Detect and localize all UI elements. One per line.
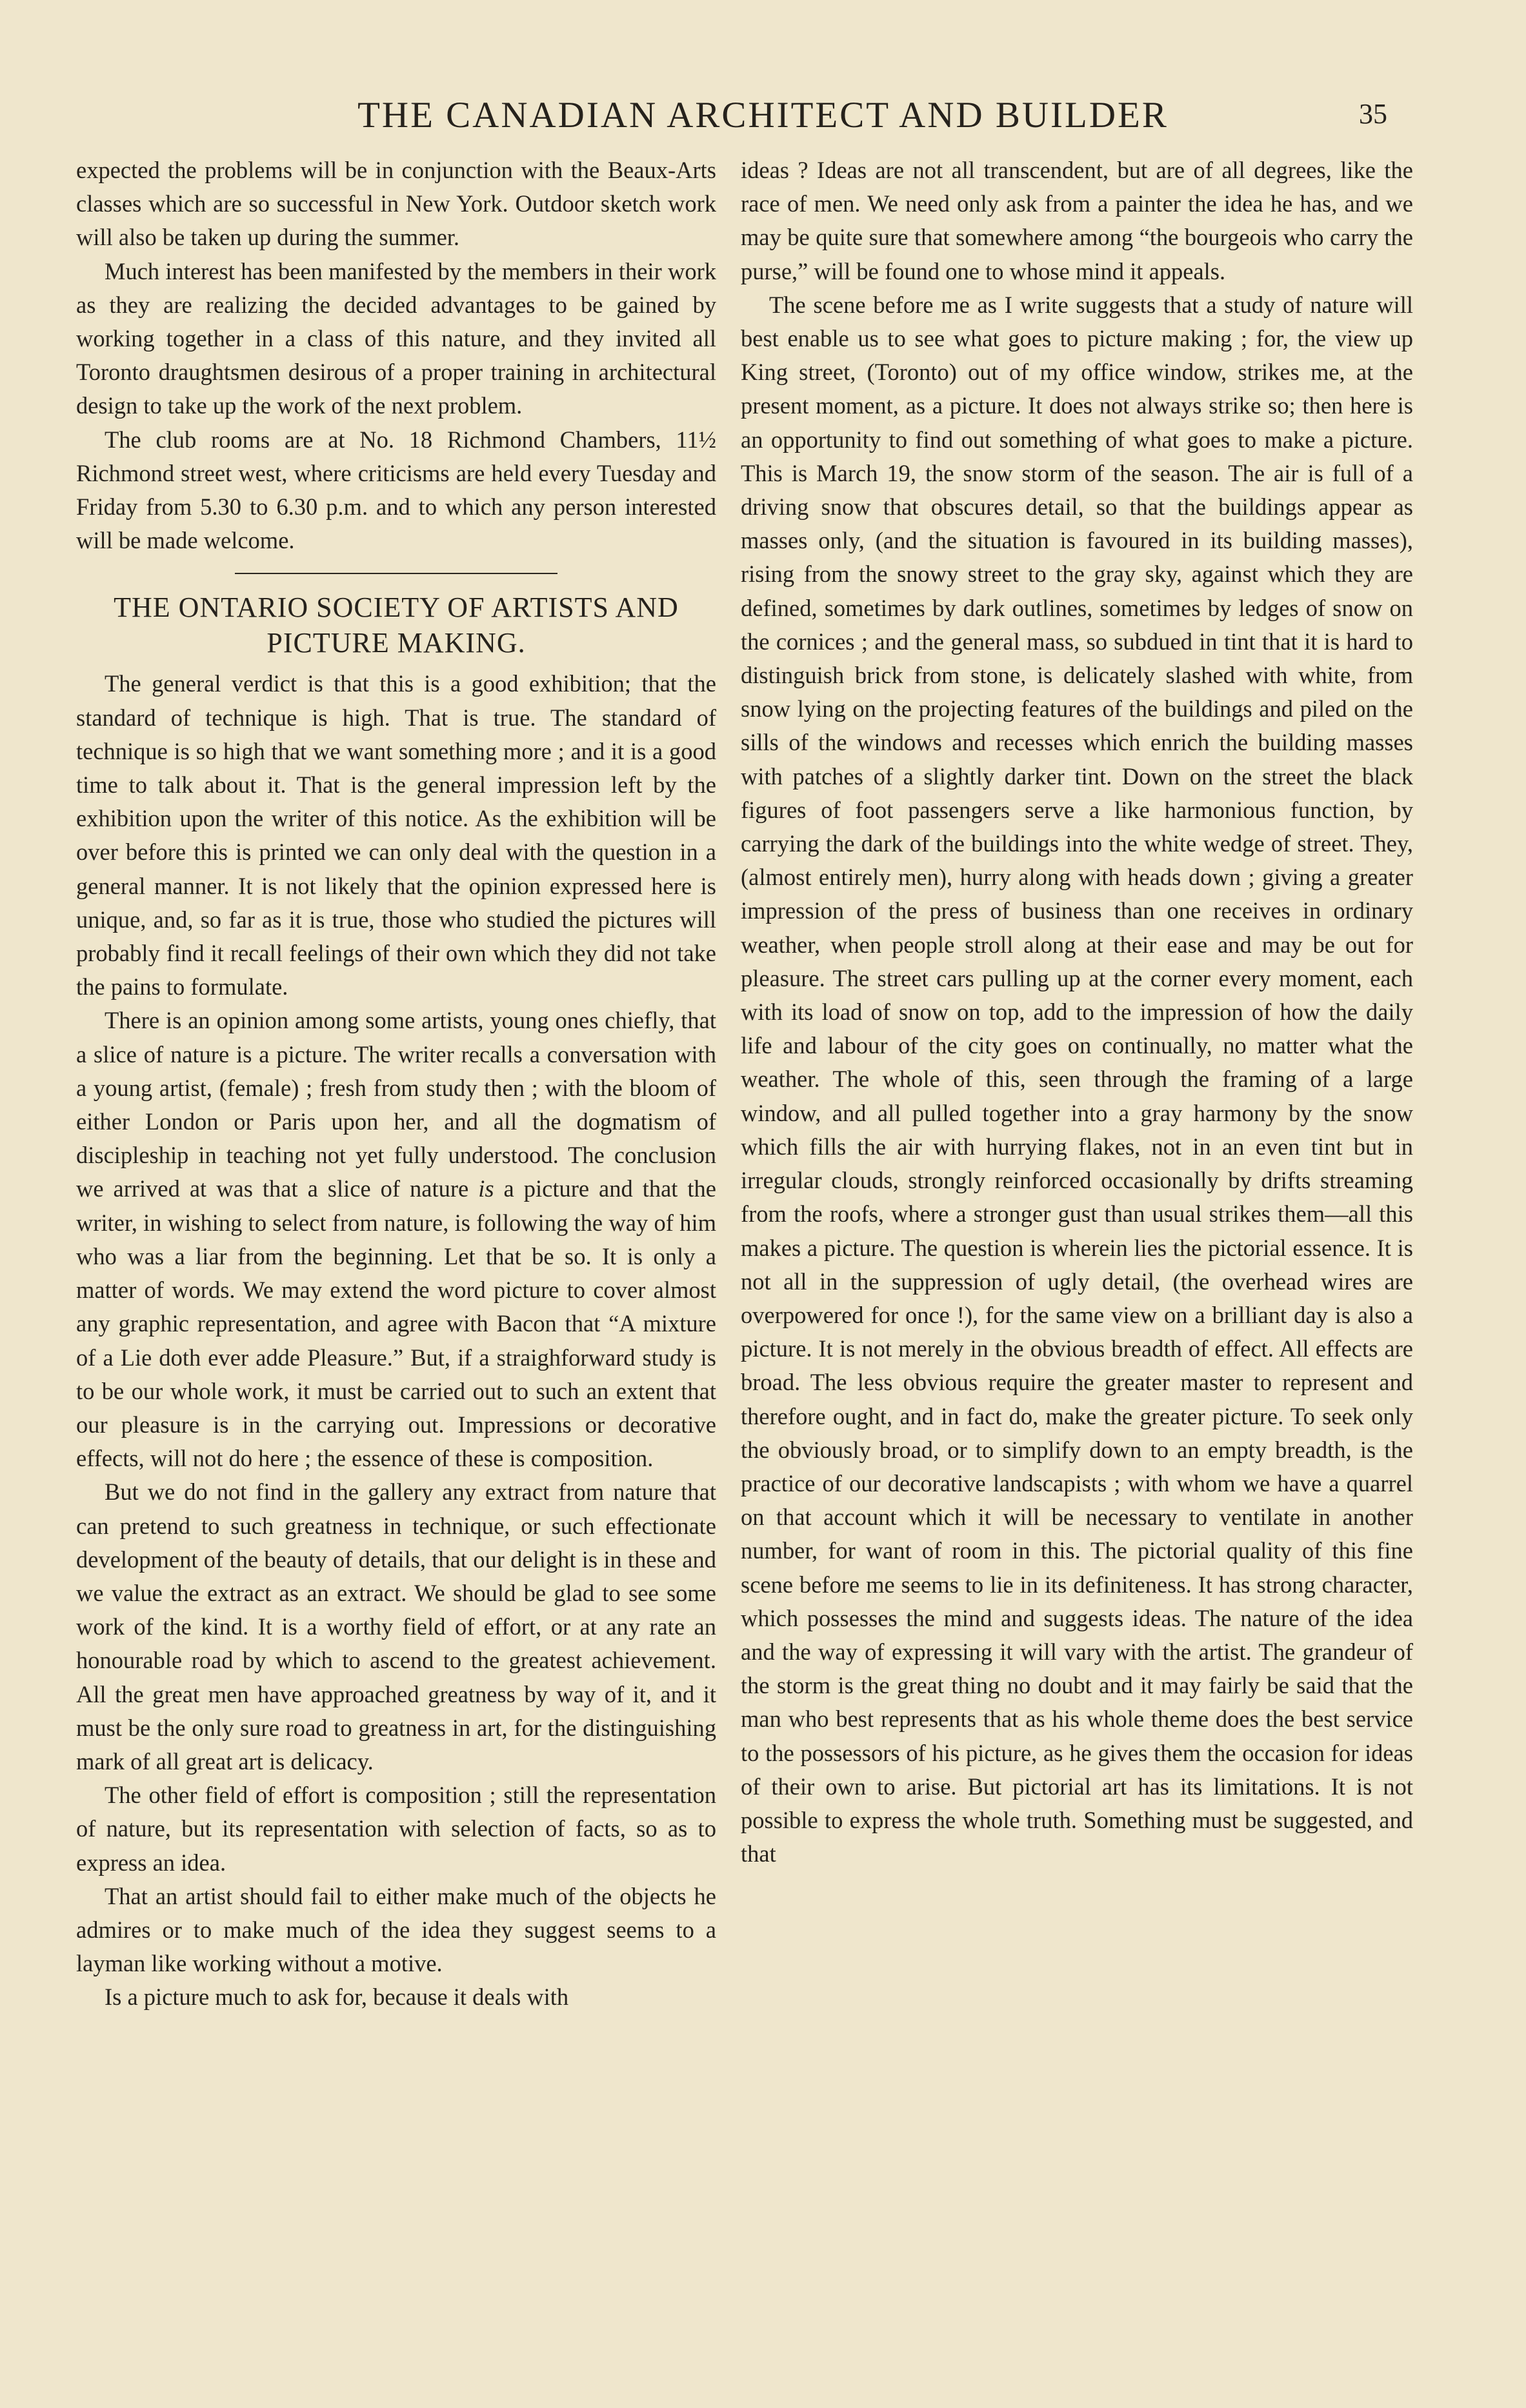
right-paragraph-1: ideas ? Ideas are not all transcendent, but are of all degrees, like the race of men. We need only ask from a painter the idea he has, and we may be quite sure that somewhere among “the bourgeois who carry the purse,” will be found one to whose mind it appeals. <box>741 157 1413 284</box>
article-heading-line-2: PICTURE MAKING. <box>266 627 526 659</box>
intro-paragraph-1: expected the problems will be in conjunction with the Beaux-Arts classes which are so successful in New York. Outdoor sketch work will also be taken up during the summer. <box>76 157 716 251</box>
intro-paragraph-2: Much interest has been manifested by the members in their work as they are realizing the decided advantages to be gained by working together in a class of this nature, and they invited all Toronto draughtsmen desirous of a proper training in architectural design to take up the work of the next problem. <box>76 257 716 419</box>
article-paragraph-5: That an artist should fail to either make much of the objects he admires or to make much of the idea they suggest seems to a layman like working without a motive. <box>76 1882 716 1977</box>
article-heading-line-1: THE ONTARIO SOCIETY OF ARTISTS AND <box>114 592 679 624</box>
right-column <box>741 154 1413 1871</box>
article-heading <box>76 590 716 661</box>
article-paragraph-2-emphasis: is <box>478 1175 494 1202</box>
right-paragraph-2: The scene before me as I write suggests that a study of nature will best enable us to see what goes to picture making ; for, the view up King street, (Toronto) out of my office window, strikes me, at the present moment, as a picture. It does not always strike so; then here is an opportunity to find out something of what goes to make a picture. This is March 19, the snow storm of the season. The air is full of a driving snow that obscures detail, so that the buildings appear as masses only, (and the situation is favoured in its building masses), rising from the snowy street to the gray sky, against which they are defined, sometimes by dark outlines, sometimes by ledges of snow on the cornices ; and the general mass, so subdued in tint that it is hard to distinguish brick from stone, is delicately slashed with white, from snow lying on the projecting features of the buildings and piled on the sills of the windows and recesses which enrich the building masses with patches of a slightly darker tint. Down on the street the black figures of foot passengers serve a like harmonious function, by carrying the dark of the buildings into the white wedge of street. They, (almost entirely men), hurry along with heads down ; giving a greater impression of the press of business than one receives in ordinary weather, when people stroll along at their ease and may be out for pleasure. The street cars pulling up at the corner every moment, each with its load of snow on top, add to the impression of how the daily life and labour of the city goes on continually, no matter what the weather. The whole of this, seen through the framing of a large window, and all pulled together into a gray harmony by the snow which fills the air with hurrying flakes, not in an even tint but in irregular clouds, strongly reinforced occasionally by drifts streaming from the roofs, where a stronger gust than usual strikes them—all this makes a picture. The question is wherein lies the pictorial essence. It is not all in the suppression of ugly detail, (the overhead wires are overpowered for once !), for the same view on a brilliant day is also a picture. It is not merely in the obvious breadth of effect. All effects are broad. The less obvious require the greater master to represent and therefore ought, and in fact do, make the greater picture. To seek only the obviously broad, or to simplify down to an empty breadth, is the practice of our decorative landscapists ; with whom we have a quarrel on that account which it will be necessary to ventilate in another number, for want of room in this. The pictorial quality of this fine scene before me seems to lie in its definiteness. It has strong character, which possesses the mind and suggests ideas. The nature of the idea and the way of expressing it will vary with the artist. The grandeur of the storm is the great thing no doubt and it may fairly be said that the man who best represents that as his whole theme does the best service to the possessors of his picture, as he gives them the occasion for ideas of their own to arise. But pictorial art has its limitations. It is not possible to express the whole truth. Something must be suggested, and that <box>741 291 1413 1867</box>
article-paragraph-3: But we do not find in the gallery any extract from nature that can pretend to such greatness in technique, or such effectionate development of the beauty of details, that our delight is in these and we value the extract as an extract. We should be glad to see some work of the kind. It is a worthy field of effort, or at any rate an honourable road by which to ascend to the greatest achievement. All the great men have approached greatness by way of it, and it must be the only sure road to greatness in art, for the distinguishing mark of all great art is delicacy. <box>76 1478 716 1775</box>
article-paragraph-1: The general verdict is that this is a good exhibition; that the standard of technique is high. That is true. The standard of technique is so high that we want something more ; and it is a good time to talk about it. That is the general impression left by the exhibition upon the writer of this notice. As the exhibition will be over before this is printed we can only deal with the question in a general manner. It is not likely that the opinion expressed here is unique, and, so far as it is true, those who studied the pictures will probably find it recall feelings of their own which they did not take the pains to formulate. <box>76 670 716 1000</box>
article-paragraph-2 <box>76 1004 716 1475</box>
article-paragraph-6: Is a picture much to ask for, because it deals with <box>105 1984 569 2011</box>
article-paragraph-4: The other field of effort is composition ; still the representation of nature, but its representation with selection of facts, so as to express an idea. <box>76 1782 716 1876</box>
article-paragraph-2-start: There is an opinion among some artists, young ones chiefly, that a slice of nature is a picture. The writer recalls a conversation with a young artist, (female) ; fresh from study then ; with the bloom of either London or Paris upon her, and all the dogmatism of discipleship in teaching not yet fully understood. The conclusion we arrived at was that a slice of nature <box>76 1007 716 1202</box>
page-number: 35 <box>1359 98 1387 130</box>
left-column <box>76 154 716 2015</box>
section-divider <box>235 573 557 574</box>
intro-paragraph-3: The club rooms are at No. 18 Richmond Chambers, 11½ Richmond street west, where criticisms are held every Tuesday and Friday from 5.30 to 6.30 p.m. and to which any person interested will be made welcome. <box>76 426 716 554</box>
running-head: THE CANADIAN ARCHITECT AND BUILDER <box>357 95 1169 135</box>
article-paragraph-2-end: a picture and that the writer, in wishing to select from nature, is following the way of him who was a liar from the beginning. Let that be so. It is only a matter of words. We may extend the word picture to cover almost any graphic representation, and agree with Bacon that “A mixture of a Lie doth ever adde Pleasure.” But, if a straighforward study is to be our whole work, it must be carried out to such an extent that our pleasure is in the carrying out. Impressions or decorative effects, will not do here ; the essence of these is composition. <box>76 1175 717 1472</box>
